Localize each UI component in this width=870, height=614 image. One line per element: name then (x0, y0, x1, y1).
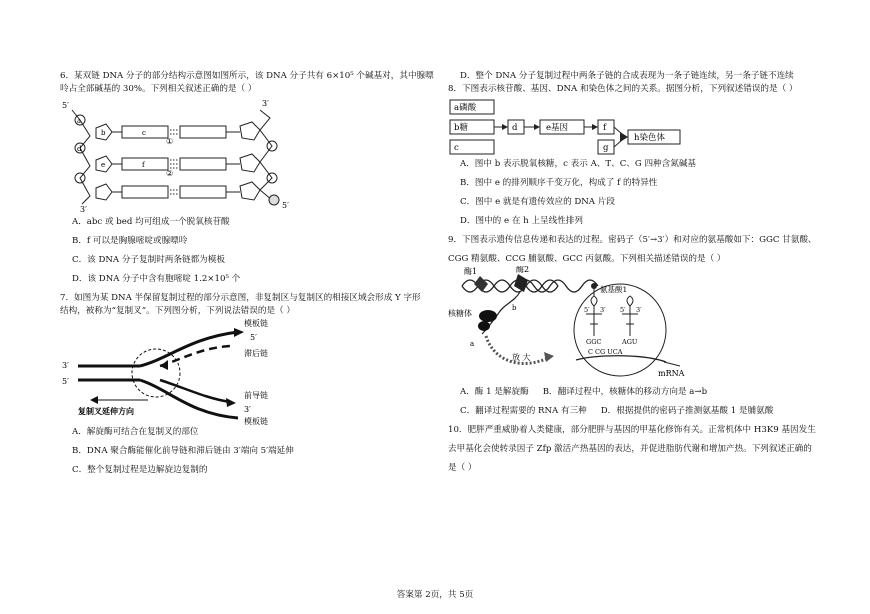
label-c: c (142, 129, 146, 137)
label-e: e (101, 161, 106, 169)
box-f: f (603, 123, 607, 133)
label-5prime-bottom: 5′ (282, 201, 289, 210)
q8-stem: 8．下图表示核苷酸、基因、DNA 和染色体之间的关系。据图分析，下列叙述错误的是（ ） (448, 84, 798, 94)
box-a: a磷酸 (454, 103, 477, 113)
q6-dna-structure-figure (60, 96, 445, 216)
label-a-q9: a (470, 340, 475, 348)
q10-stem-line2: 去甲基化会使转录因子 Zfp 激活产热基因的表达，并促进脂肪代谢和增加产热。下列叙述正确的 (448, 444, 812, 454)
label-3prime-trna1: 3′ (600, 306, 606, 314)
label-mark1: ① (166, 137, 174, 146)
label-f: f (142, 161, 145, 169)
label-ribosome: 核糖体 (448, 309, 472, 318)
q9-stem-line1: 9．下图表示遗传信息传递和表达的过程。密码子（5′→3′）和对应的氨基酸如下：GGC 甘氨酸、 (448, 235, 817, 245)
q8-option-c: C．图中 e 就是有遗传效应的 DNA 片段 (460, 197, 615, 207)
label-b-q9: b (512, 304, 517, 312)
q8-option-b: B．图中 e 的排列顺序千变万化，构成了 f 的特异性 (460, 178, 658, 188)
label-5prime-trna2: 5′ (620, 306, 626, 314)
label-3prime-top: 3′ (262, 99, 269, 108)
label-magnify: 放 大 (512, 353, 531, 362)
q7-option-c: C．整个复制过程是边解旋边复制的 (72, 465, 208, 475)
q10-stem-line3: 是（ ） (448, 463, 477, 473)
q7-option-b: B．DNA 聚合酶能催化前导链和滞后链由 3′端向 5′端延伸 (72, 446, 294, 456)
base-f (122, 158, 168, 170)
q7-option-a: A．解旋酶可结合在复制叉的部位 (72, 427, 199, 437)
label-3prime-right: 3′ (244, 405, 251, 414)
right-column (448, 70, 833, 475)
dna-diagram-svg (60, 96, 320, 216)
q7-stem-line2: 结构，被称为“复制叉”。下列图分析，下列说法错误的是（ ） (60, 306, 295, 316)
label-3prime-bottom: 3′ (80, 205, 87, 214)
q9-options-row2 (448, 405, 833, 418)
q10-stem-line1: 10．肥胖严重威胁着人类健康，部分肥胖与基因的甲基化修饰有关。正常机体中 H3K9 基因发生 (448, 425, 816, 435)
replication-fork-svg (60, 318, 320, 426)
left-column (60, 70, 445, 477)
label-b: b (101, 129, 106, 137)
label-template-top: 模板链 (244, 319, 268, 328)
label-enzyme2: 酶2 (516, 266, 530, 274)
label-anticodon1: GGC (586, 338, 602, 346)
label-amino-acid1: 氨基酸1 (600, 285, 628, 294)
translation-svg (448, 266, 708, 386)
box-c: c (454, 143, 459, 153)
label-5prime-top: 5′ (62, 101, 69, 110)
q9-option-c: C．翻译过程需要的 RNA 有三种 (460, 406, 587, 416)
q9-option-a: A．酶 1 是解旋酶 (460, 387, 529, 397)
box-e: e基因 (546, 123, 569, 133)
label-a: a (77, 117, 81, 125)
q9-option-b: B．翻译过程中，核糖体的移动方向是 a→b (542, 387, 708, 397)
q6-option-c: C．该 DNA 分子复制时两条链都为模板 (72, 255, 225, 265)
q7-replication-fork-figure (60, 318, 445, 426)
q9-translation-figure (448, 266, 833, 386)
page-footer: 答案第 2页，共 5页 (396, 590, 474, 600)
label-5prime-left: 5′ (62, 377, 69, 386)
q8-relationship-figure (448, 96, 833, 158)
q7-stem-line1: 7．如图为某 DNA 半保留复制过程的部分示意图，非复制区与复制区的相接区域会形成 Y 字形 (60, 293, 421, 303)
gene-relationship-svg (448, 96, 748, 158)
label-5prime-top-q7: 5′ (250, 333, 257, 342)
label-5prime-trna1: 5′ (584, 306, 590, 314)
q8-option-d: D．图中的 e 在 h 上呈线性排列 (460, 216, 583, 226)
label-fork-direction: 复制叉延伸方向 (78, 406, 134, 416)
q6-option-b: B．f 可以是胸腺嘧啶或腺嘌呤 (72, 236, 188, 246)
q6-option-a: A．abc 或 bed 均可组成一个脱氧核苷酸 (72, 217, 230, 227)
label-3prime-trna2: 3′ (636, 306, 642, 314)
q9-options-row1 (448, 386, 833, 399)
q9-stem-line2: CGG 精氨酸、CCG 脯氨酸、GCC 丙氨酸。下列相关描述错误的是（ ） (448, 254, 726, 264)
label-mrna: mRNA (658, 369, 685, 378)
box-b: b糖 (454, 123, 468, 133)
q9-option-d: D．根据提供的密码子推测氨基酸 1 是脯氨酸 (600, 406, 774, 416)
q6-stem-line1: 6．某双链 DNA 分子的部分结构示意图如图所示，该 DNA 分子共有 6×10⁵ 个碱基对，其中腺嘌 (60, 71, 434, 81)
box-d: d (512, 123, 518, 133)
label-anticodon2: AGU (622, 338, 638, 346)
label-enzyme1: 酶1 (464, 267, 478, 276)
label-template-bottom: 模板链 (244, 417, 268, 426)
label-d: d (77, 145, 82, 153)
label-lagging: 滞后链 (244, 349, 268, 358)
label-3prime-left: 3′ (62, 361, 69, 370)
q6-option-d: D．该 DNA 分子中含有胞嘧啶 1.2×10⁵ 个 (72, 274, 241, 284)
label-mark2: ② (166, 169, 174, 178)
q6-stem-line2: 呤占全部碱基的 30%。下列相关叙述正确的是（ ） (60, 84, 257, 94)
label-leading: 前导链 (244, 391, 268, 400)
box-g: g (603, 143, 609, 153)
box-h: h染色体 (634, 133, 665, 143)
q8-option-a: A．图中 b 表示脱氧核糖，c 表示 A、T、C、G 四种含氮碱基 (460, 159, 697, 169)
q7-option-d: D．整个 DNA 分子复制过程中两条子链的合成表现为一条子链连续，另一条子链不连续 (460, 71, 794, 81)
label-codon: C CG UCA (588, 348, 623, 356)
